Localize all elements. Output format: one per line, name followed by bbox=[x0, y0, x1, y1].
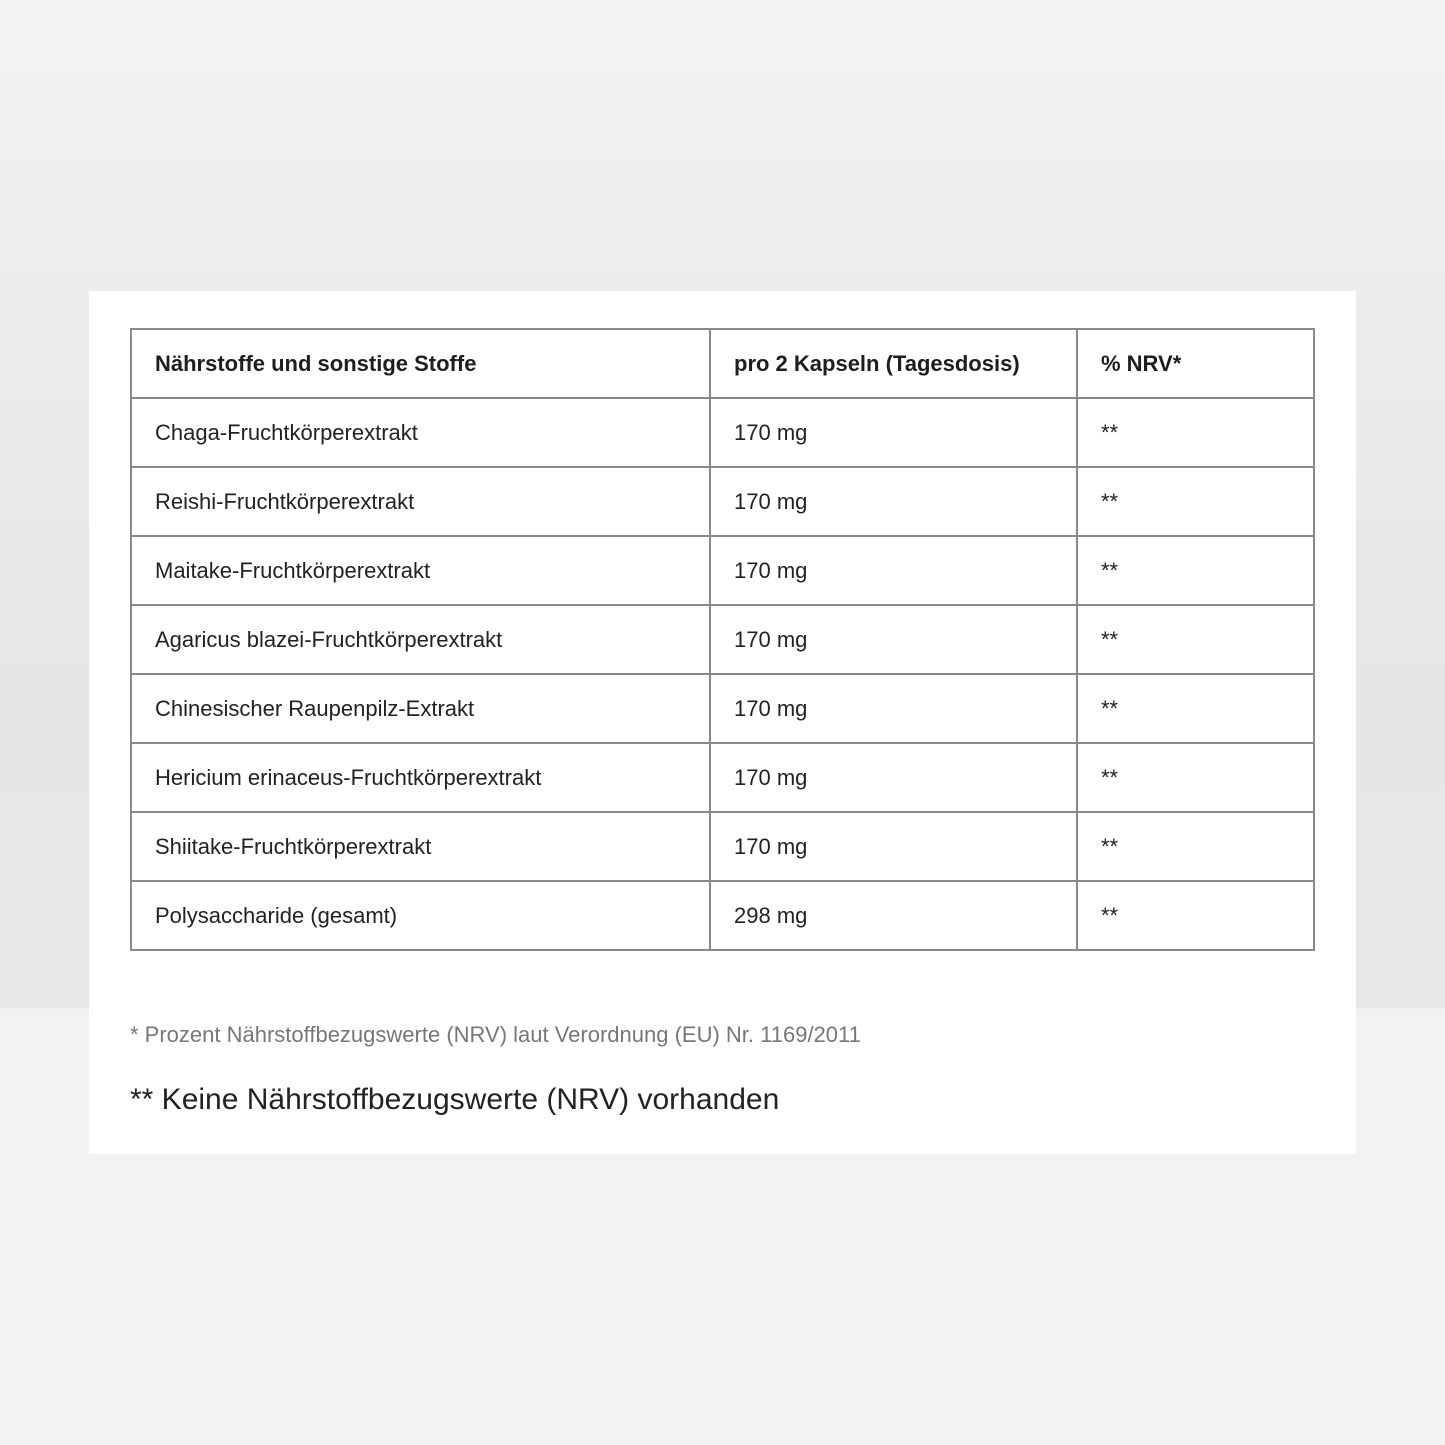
header-nrv: % NRV* bbox=[1077, 329, 1314, 398]
cell-nrv: ** bbox=[1077, 743, 1314, 812]
table-row bbox=[131, 536, 1314, 605]
header-per-dose: pro 2 Kapseln (Tagesdosis) bbox=[710, 329, 1077, 398]
cell-nrv: ** bbox=[1077, 398, 1314, 467]
table-row bbox=[131, 881, 1314, 950]
cell-nrv: ** bbox=[1077, 467, 1314, 536]
cell-nutrient-name: Maitake-Fruchtkörperextrakt bbox=[131, 536, 710, 605]
cell-amount: 298 mg bbox=[710, 881, 1077, 950]
table-row bbox=[131, 398, 1314, 467]
cell-nutrient-name: Agaricus blazei-Fruchtkörperextrakt bbox=[131, 605, 710, 674]
cell-amount: 170 mg bbox=[710, 674, 1077, 743]
cell-nutrient-name: Hericium erinaceus-Fruchtkörperextrakt bbox=[131, 743, 710, 812]
cell-nutrient-name: Chaga-Fruchtkörperextrakt bbox=[131, 398, 710, 467]
cell-amount: 170 mg bbox=[710, 536, 1077, 605]
cell-nutrient-name: Chinesischer Raupenpilz-Extrakt bbox=[131, 674, 710, 743]
cell-nutrient-name: Shiitake-Fruchtkörperextrakt bbox=[131, 812, 710, 881]
cell-amount: 170 mg bbox=[710, 812, 1077, 881]
cell-amount: 170 mg bbox=[710, 467, 1077, 536]
table-row bbox=[131, 605, 1314, 674]
table-header-row bbox=[131, 329, 1314, 398]
cell-amount: 170 mg bbox=[710, 398, 1077, 467]
table-row bbox=[131, 467, 1314, 536]
footnote-nrv-definition: * Prozent Nährstoffbezugswerte (NRV) laut Verordnung (EU) Nr. 1169/2011 bbox=[130, 1022, 861, 1047]
nutrition-table bbox=[130, 328, 1315, 951]
cell-nrv: ** bbox=[1077, 536, 1314, 605]
cell-nrv: ** bbox=[1077, 812, 1314, 881]
cell-nrv: ** bbox=[1077, 674, 1314, 743]
cell-nrv: ** bbox=[1077, 881, 1314, 950]
header-nutrients: Nährstoffe und sonstige Stoffe bbox=[131, 329, 710, 398]
table-row bbox=[131, 743, 1314, 812]
footnote-no-nrv: ** Keine Nährstoffbezugswerte (NRV) vorhanden bbox=[130, 1083, 780, 1116]
cell-nutrient-name: Reishi-Fruchtkörperextrakt bbox=[131, 467, 710, 536]
cell-nutrient-name: Polysaccharide (gesamt) bbox=[131, 881, 710, 950]
cell-nrv: ** bbox=[1077, 605, 1314, 674]
table-row bbox=[131, 812, 1314, 881]
cell-amount: 170 mg bbox=[710, 743, 1077, 812]
nutrition-card bbox=[89, 291, 1356, 1154]
cell-amount: 170 mg bbox=[710, 605, 1077, 674]
table-row bbox=[131, 674, 1314, 743]
